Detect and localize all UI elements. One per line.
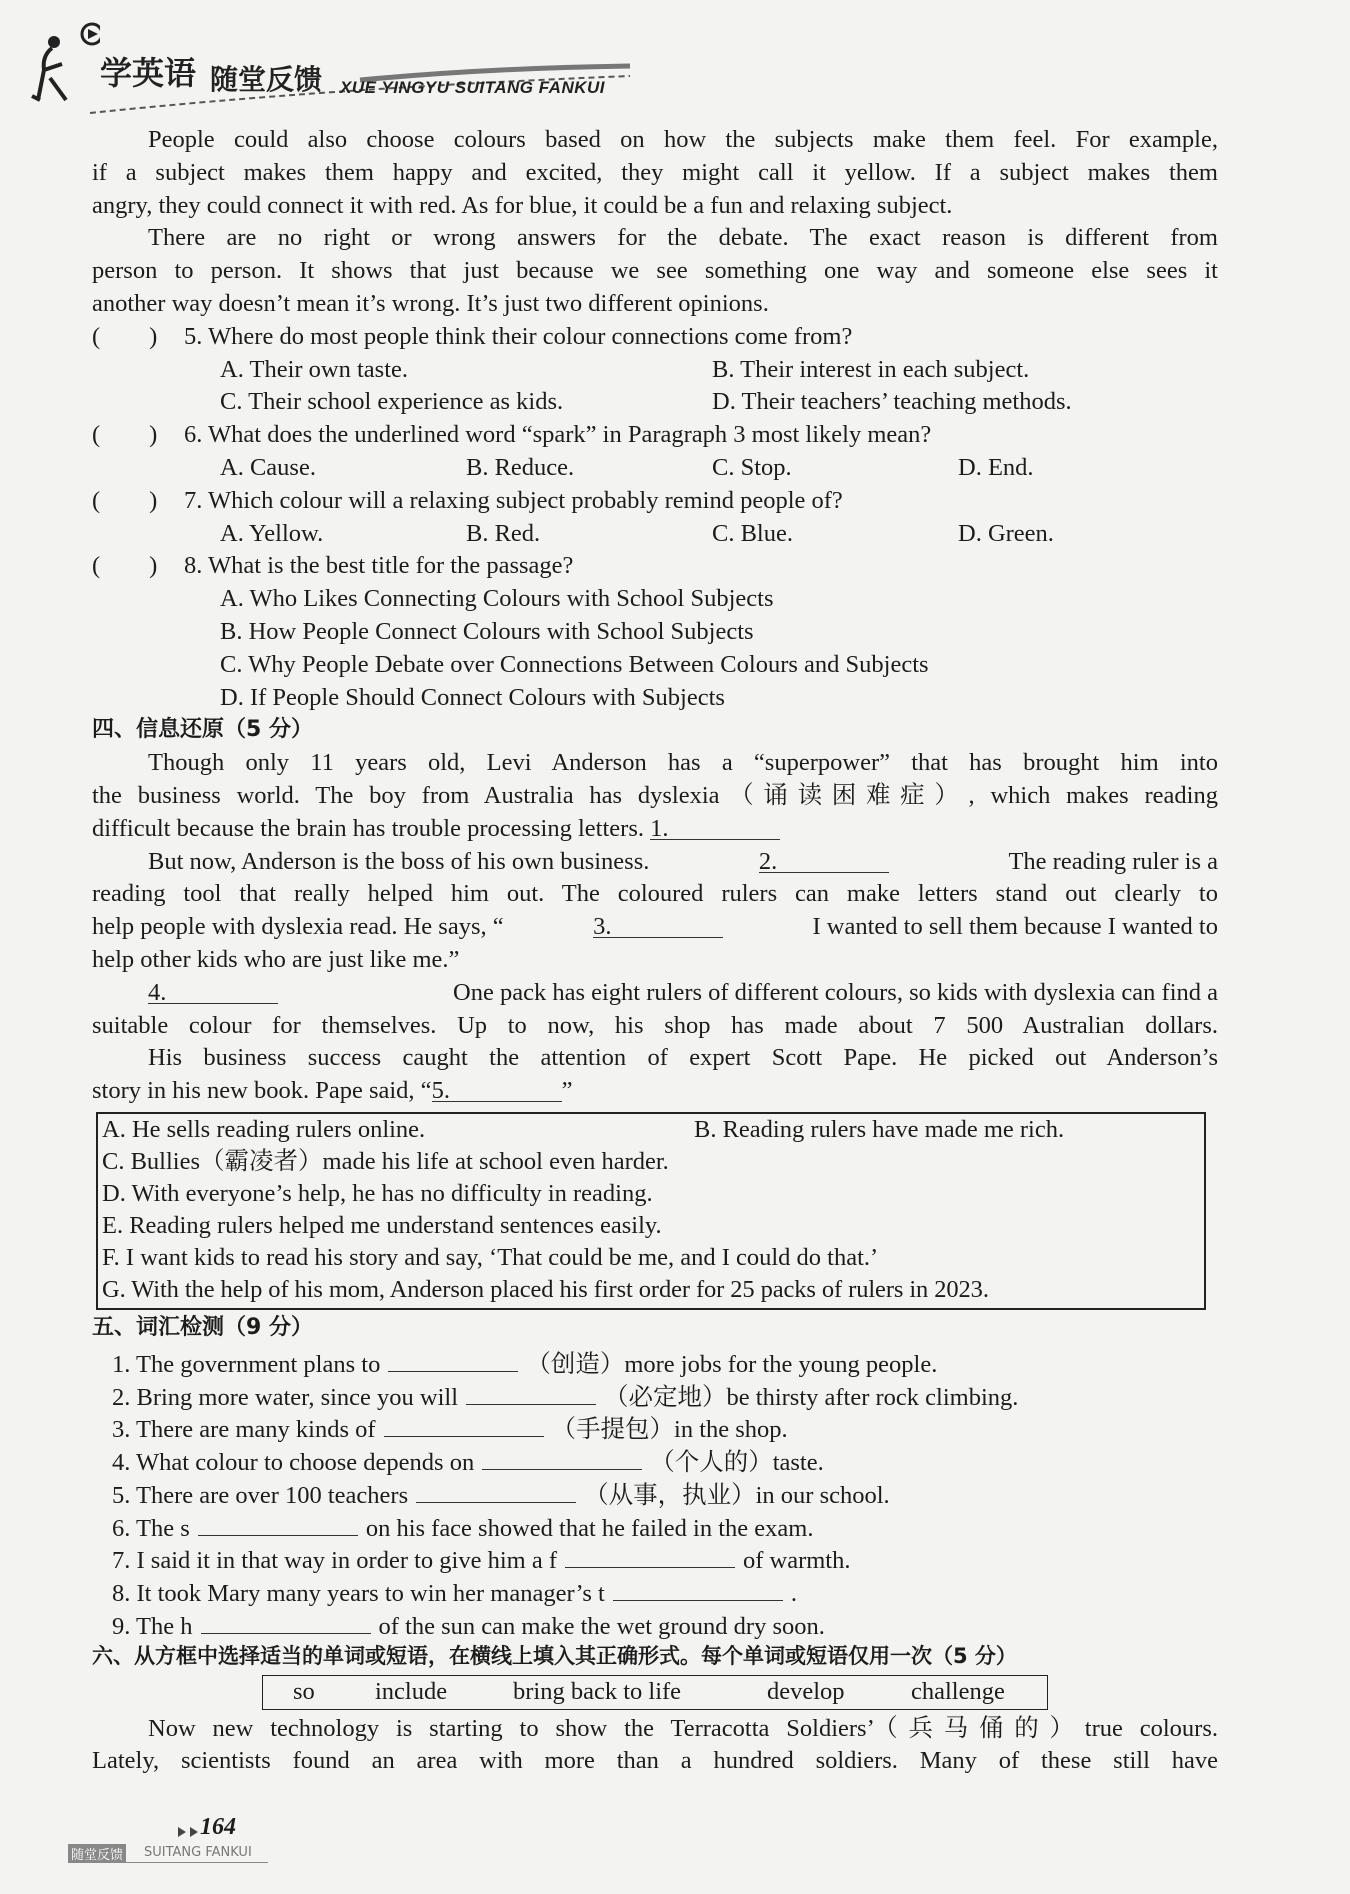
vocab-hint: of warmth. (742, 1547, 851, 1575)
question-8 (92, 550, 1218, 583)
option-a[interactable]: A. Yellow. (220, 519, 324, 547)
passage-line: suitable colour for themselves. Up to now, his shop has made about 7 500 Australian dollars. (92, 1011, 1218, 1039)
question-stem: 7. Which colour will a relaxing subject probably remind people of? (184, 486, 843, 514)
option-g: G. With the help of his mom, Anderson placed his first order for 25 packs of rulers in 2023. (102, 1275, 989, 1303)
word-option: develop (767, 1677, 845, 1705)
passage-line (92, 1075, 1218, 1108)
vocab-blank[interactable] (198, 1509, 358, 1536)
blank-2[interactable] (759, 846, 889, 873)
vocab-blank[interactable] (384, 1410, 544, 1437)
header-title-en: XUE YINGYU SUITANG FANKUI (340, 78, 606, 97)
passage-text: ” (561, 1077, 573, 1105)
vocab-blank[interactable] (482, 1443, 642, 1470)
answer-paren[interactable]: ( ) (92, 421, 158, 449)
header-subtitle-cn: 随堂反馈 (210, 63, 323, 96)
vocab-prompt: 5. There are over 100 teachers (112, 1481, 409, 1509)
passage-line: Lately, scientists found an area with more than a hundred soldiers. Many of these still have (92, 1747, 1218, 1775)
vocab-hint: on his face showed that he failed in the exam. (365, 1514, 814, 1542)
option-d[interactable]: D. Green. (958, 519, 1054, 547)
vocab-hint: （个人的）taste. (650, 1449, 824, 1477)
passage-line: help other kids who are just like me.” (92, 945, 460, 973)
word-option: challenge (911, 1677, 1005, 1705)
option-row (92, 682, 1218, 715)
word-box (262, 1675, 1048, 1710)
option-a: A. He sells reading rulers online. (102, 1115, 426, 1143)
passage-line: if a subject makes them happy and excited, they might call it yellow. If a subject makes them (92, 158, 1218, 186)
passage-line (92, 977, 1218, 1010)
options-box (96, 1112, 1206, 1310)
vocab-list (92, 1345, 1218, 1640)
question-7 (92, 485, 1218, 518)
vocab-prompt: 8. It took Mary many years to win her manager’s t (112, 1580, 605, 1608)
option-b[interactable]: B. How People Connect Colours with School Subjects (220, 617, 754, 645)
vocab-item (92, 1509, 1218, 1542)
option-b[interactable]: B. Red. (466, 519, 541, 547)
passage-text: The reading ruler is a (1008, 847, 1218, 875)
vocab-blank[interactable] (466, 1378, 596, 1405)
vocab-item (92, 1378, 1218, 1411)
option-d[interactable]: D. If People Should Connect Colours with Subjects (220, 683, 725, 711)
passage-text: difficult because the brain has trouble processing letters. (92, 814, 644, 842)
blank-number: 1. (650, 814, 669, 842)
word-option: include (375, 1677, 448, 1705)
passage-line: the business world. The boy from Australia has dyslexia（诵读困难症）, which makes reading (92, 781, 1218, 809)
option-row (98, 1114, 1204, 1146)
option-d[interactable]: D. End. (958, 453, 1034, 481)
option-c[interactable]: C. Why People Debate over Connections Between Colours and Subjects (220, 650, 929, 678)
option-c[interactable]: C. Stop. (712, 453, 792, 481)
option-f: F. I want kids to read his story and say, ‘That could be me, and I could do that.’ (102, 1243, 879, 1271)
answer-paren[interactable]: ( ) (92, 486, 158, 514)
options-box-wrap (92, 1108, 1218, 1312)
vocab-prompt: 7. I said it in that way in order to give him a f (112, 1547, 557, 1575)
vocab-blank[interactable] (201, 1607, 371, 1634)
passage-line: person to person. It shows that just because we see something one way and someone else sees it (92, 257, 1218, 285)
vocab-item (92, 1410, 1218, 1443)
blank-1[interactable] (650, 813, 780, 840)
option-a[interactable]: A. Their own taste. (220, 355, 409, 383)
passage-line (92, 846, 1218, 879)
passage-line: reading tool that really helped him out. The coloured rulers can make letters stand out clearly to (92, 880, 1218, 908)
vocab-prompt: 1. The government plans to (112, 1350, 381, 1378)
section-6-heading: 六、从方框中选择适当的单词或短语，在横线上填入其正确形式。每个单词或短语仅用一次（5 分） (92, 1643, 1017, 1668)
vocab-hint: （必定地）be thirsty after rock climbing. (604, 1383, 1019, 1411)
vocab-hint: （从事，执业）in our school. (584, 1481, 890, 1509)
passage-line: angry, they could connect it with red. As for blue, it could be a fun and relaxing subject. (92, 191, 953, 219)
page-header (30, 18, 650, 118)
passage-line: People could also choose colours based on how the subjects make them feel. For example, (148, 126, 1218, 153)
option-row (92, 452, 1218, 485)
option-row (92, 649, 1218, 682)
question-5 (92, 321, 1218, 354)
blank-5[interactable] (431, 1075, 562, 1105)
option-c[interactable]: C. Their school experience as kids. (220, 388, 564, 416)
option-row (92, 616, 1218, 649)
vocab-blank[interactable] (416, 1476, 576, 1503)
option-c: C. Bullies（霸凌者）made his life at school even harder. (102, 1147, 669, 1175)
question-stem: 6. What does the underlined word “spark” in Paragraph 3 most likely mean? (184, 421, 932, 449)
answer-paren[interactable]: ( ) (92, 552, 158, 580)
word-box-wrap (92, 1673, 1218, 1713)
blank-3[interactable] (593, 911, 723, 941)
passage-line: Now new technology is starting to show the Terracotta Soldiers’（兵马俑的）true colours. (148, 1714, 1218, 1742)
option-b[interactable]: B. Reduce. (466, 453, 575, 481)
vocab-prompt: 2. Bring more water, since you will (112, 1383, 459, 1411)
passage-text: I wanted to sell them because I wanted to (812, 913, 1218, 941)
vocab-item (92, 1574, 1218, 1607)
question-stem: 8. What is the best title for the passage? (184, 552, 574, 580)
blank-number: 5. (431, 1077, 450, 1105)
vocab-item (92, 1476, 1218, 1509)
vocab-hint: of the sun can make the wet ground dry soon. (378, 1613, 825, 1641)
passage-line (92, 813, 1218, 846)
vocab-hint: （手提包）in the shop. (551, 1416, 788, 1444)
option-c[interactable]: C. Blue. (712, 519, 793, 547)
answer-paren[interactable]: ( ) (92, 322, 158, 350)
blank-number: 3. (593, 913, 612, 941)
option-row (92, 583, 1218, 616)
passage-text: But now, Anderson is the boss of his own business. (148, 847, 650, 875)
option-d: D. With everyone’s help, he has no difficulty in reading. (102, 1179, 653, 1207)
vocab-hint: （创造）more jobs for the young people. (526, 1350, 938, 1378)
blank-4[interactable] (148, 977, 278, 1004)
header-title-cn: 学英语 (100, 54, 197, 92)
vocab-item (92, 1443, 1218, 1476)
passage-text: story in his new book. Pape said, “ (92, 1077, 432, 1105)
option-b[interactable]: B. Their interest in each subject. (712, 355, 1030, 383)
vocab-prompt: 9. The h (112, 1613, 193, 1641)
footer-tag-en: SUITANG FANKUI (144, 1845, 252, 1860)
passage-line: There are no right or wrong answers for the debate. The exact reason is different from (148, 224, 1218, 252)
vocab-blank[interactable] (613, 1574, 783, 1601)
page-content (92, 124, 1218, 1778)
option-e: E. Reading rulers helped me understand sentences easily. (102, 1211, 662, 1239)
footer-tag (68, 1842, 268, 1863)
question-stem: 5. Where do most people think their colour connections come from? (184, 322, 853, 350)
footer-tag-cn: 随堂反馈 (68, 1844, 126, 1863)
page-number: 164 (200, 1814, 236, 1840)
word-option: so (293, 1677, 315, 1705)
vocab-blank[interactable] (388, 1345, 518, 1372)
vocab-prompt: 6. The s (112, 1514, 190, 1542)
section-5-heading: 五、词汇检测（9 分） (92, 1314, 313, 1340)
passage-line: His business success caught the attention of expert Scott Pape. He picked out Anderson’s (148, 1044, 1218, 1072)
passage-line (92, 911, 1218, 944)
blank-number: 4. (148, 978, 167, 1006)
option-a[interactable]: A. Who Likes Connecting Colours with School Subjects (220, 585, 774, 613)
option-row (92, 354, 1218, 387)
vocab-item (92, 1541, 1218, 1574)
blank-number: 2. (758, 847, 778, 875)
vocab-prompt: 4. What colour to choose depends on (112, 1449, 475, 1477)
vocab-item (92, 1607, 1218, 1640)
vocab-item (92, 1345, 1218, 1378)
word-option: bring back to life (513, 1677, 682, 1705)
passage-line: another way doesn’t mean it’s wrong. It’s just two different opinions. (92, 289, 769, 317)
passage-text: One pack has eight rulers of different colours, so kids with dyslexia can find a (453, 978, 1218, 1006)
question-6 (92, 419, 1218, 452)
option-row (92, 518, 1218, 551)
vocab-hint: . (790, 1580, 797, 1608)
section-4-heading: 四、信息还原（5 分） (92, 717, 313, 743)
passage-line: Though only 11 years old, Levi Anderson has a “superpower” that has brought him into (148, 749, 1218, 777)
option-d[interactable]: D. Their teachers’ teaching methods. (712, 388, 1072, 416)
passage-text: help people with dyslexia read. He says, “ (92, 913, 504, 941)
option-row (92, 386, 1218, 419)
option-b: B. Reading rulers have made me rich. (694, 1115, 1065, 1143)
option-a[interactable]: A. Cause. (220, 453, 316, 481)
vocab-blank[interactable] (565, 1541, 735, 1568)
vocab-prompt: 3. There are many kinds of (112, 1416, 376, 1444)
